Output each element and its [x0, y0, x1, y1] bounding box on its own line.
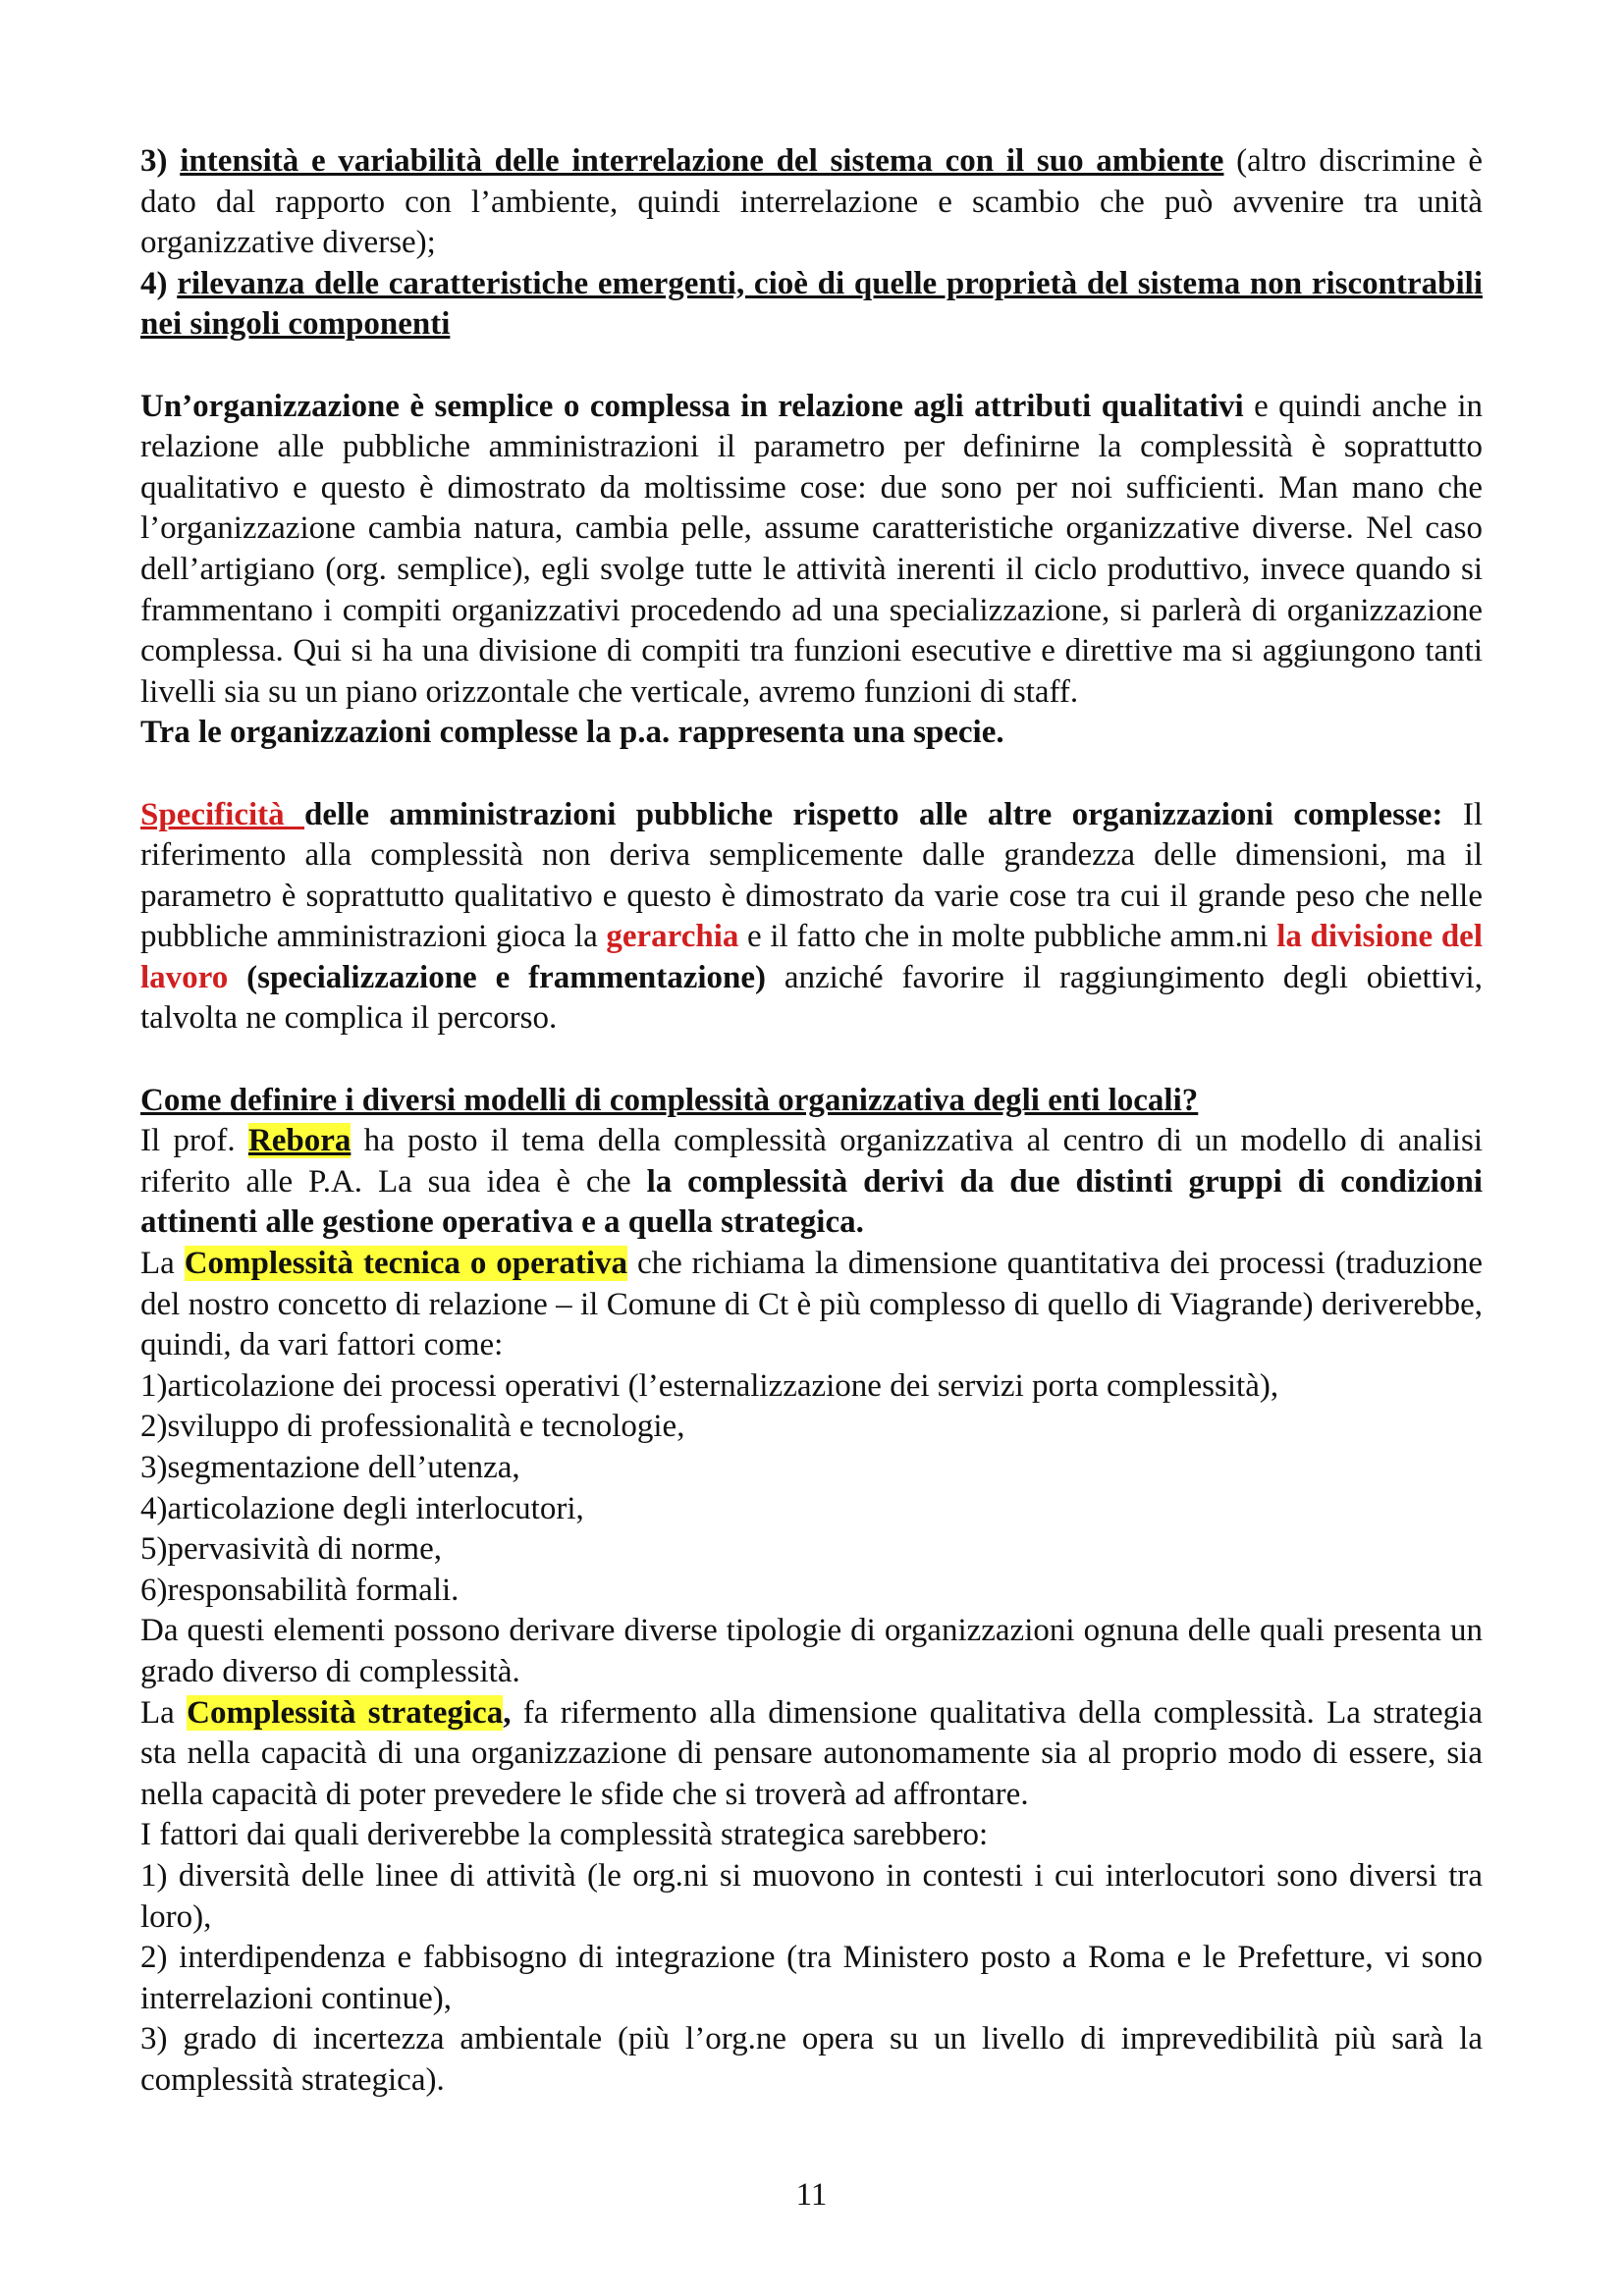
paragraph-point-4 — [140, 264, 1483, 346]
strategica-la: La — [140, 1694, 188, 1731]
paragraph-fattori: I fattori dai quali deriverebbe la complessità strategica sarebbero: — [140, 1817, 989, 1853]
organizzazione-lead: Un’organizzazione è semplice o complessa in relazione agli attributi qualitativi — [140, 388, 1244, 424]
list-item-operativo: 2)sviluppo di professionalità e tecnologie, — [140, 1409, 685, 1445]
rebora-name: Rebora — [247, 1123, 352, 1159]
list-item-operativo: 3)segmentazione dell’utenza, — [140, 1450, 520, 1485]
pa-specie-text: Tra le organizzazioni complesse la p.a. rappresenta una specie. — [140, 715, 1004, 751]
specificita-heading: delle amministrazioni pubbliche rispetto alle altre organizzazioni complesse: — [304, 796, 1443, 832]
tecnica-text: che richiama la dimensione quantitativa dei processi (traduzione del nostro concetto di relazione – il Comune di Ct è più complesso di quello di Viagrande) deriverebbe, quindi, da vari fattori come: — [140, 1246, 1483, 1363]
point-3-text: (altro discrimine è dato dal rapporto con l’ambiente, quindi interrelazione e scambio che può avvenire tra unità organizzative diverse); — [140, 143, 1483, 261]
specificita-keyword: Specificità — [140, 796, 305, 832]
point-3-number: 3) — [140, 143, 168, 179]
strategica-comma: , — [503, 1694, 512, 1731]
paragraph-specificita — [140, 795, 1483, 1041]
complessita-strategica-term: Complessità strategica — [187, 1694, 504, 1731]
list-item-strategico: 2) interdipendenza e fabbisogno di integrazione (tra Ministero posto a Roma e le Prefetture, vi sono interrelazioni continue), — [140, 1940, 1483, 2016]
modelli-heading: Come definire i diversi modelli di complessità organizzativa degli enti locali? — [140, 1082, 1199, 1118]
list-item-operativo: 6)responsabilità formali. — [140, 1572, 460, 1608]
specificita-text-2: e il fatto che in molte pubbliche amm.ni — [738, 919, 1277, 955]
tecnica-la: La — [140, 1246, 185, 1282]
paragraph-organizzazione — [140, 387, 1483, 714]
divisione-lavoro-term: la divisione del lavoro — [140, 919, 1483, 995]
paragraph-complessita-strategica — [140, 1693, 1483, 1816]
list-item-operativo: 5)pervasività di norme, — [140, 1531, 442, 1568]
gerarchia-term: gerarchia — [606, 919, 739, 955]
blank-line — [140, 1040, 1483, 1081]
point-4-number: 4) — [140, 265, 168, 301]
blank-line — [140, 754, 1483, 795]
specificita-text-3: anziché favorire il raggiungimento degli obiettivi, talvolta ne complica il percorso. — [140, 959, 1483, 1037]
list-item-operativo: 1)articolazione dei processi operativi (l’esternalizzazione dei servizi porta complessità), — [140, 1367, 1279, 1404]
organizzazione-text: e quindi anche in relazione alle pubbliche amministrazioni il parametro per definirne la complessità è soprattutto qualitativo e questo è dimostrato da moltissime cose: due sono per noi sufficienti. Man mano che l’organizzazione cambia natura, cambia pelle, assume caratteristiche organizzative diverse. Nel caso dell’artigiano (org. semplice), egli svolge tutte le attività inerenti il ciclo produttivo, invece quando si frammentano i compiti organizzativi procedendo ad una specializzazione, si parlerà di organizzazione complessa. Qui si ha una divisione di compiti tra funzioni esecutive e direttive ma si aggiungono tanti livelli sia su un piano orizzontale che verticale, avremo funzioni di staff. — [140, 388, 1484, 710]
complessita-tecnica-term: Complessità tecnica o operativa — [184, 1246, 628, 1282]
point-3-title: intensità e variabilità delle interrelazione del sistema con il suo ambiente — [180, 143, 1224, 179]
paragraph-tipologie: Da questi elementi possono derivare diverse tipologie di organizzazioni ognuna delle quali presenta un grado diverso di complessità. — [140, 1613, 1483, 1689]
rebora-bold-text: la complessità derivi da due distinti gruppi di condizioni attinenti alle gestione operativa e a quella strategica. — [140, 1163, 1483, 1241]
rebora-text-1: Il prof. — [140, 1123, 248, 1159]
blank-line — [140, 346, 1483, 387]
paragraph-pa-specie — [140, 713, 1483, 754]
list-item-strategico: 1) diversità delle linee di attività (le org.ni si muovono in contesti i cui interlocutori sono diversi tra loro), — [140, 1857, 1483, 1935]
strategica-text: fa rifermento alla dimensione qualitativa della complessità. La strategia sta nella capacità di una organizzazione di pensare autonomamente sia al proprio modo di essere, sia nella capacità di poter prevedere le sfide che si troverà ad affrontare. — [140, 1694, 1483, 1812]
rebora-text-2: ha posto il tema della complessità organizzativa al centro di un modello di analisi riferito alle P.A. La sua idea è che — [140, 1123, 1483, 1200]
page-number: 11 — [795, 2177, 828, 2213]
specializzazione-term: (specializzazione e frammentazione) — [228, 959, 767, 995]
paragraph-complessita-tecnica — [140, 1244, 1483, 1366]
list-item-operativo: 4)articolazione degli interlocutori, — [140, 1490, 584, 1526]
specificita-text-1: Il riferimento alla complessità non deriva semplicemente dalle grandezza delle dimensioni, ma il parametro è soprattutto qualitativo e questo è dimostrato da varie cose tra cui il grande peso che nelle pubbliche amministrazioni gioca la — [140, 796, 1484, 955]
point-4-title: rilevanza delle caratteristiche emergenti, cioè di quelle proprietà del sistema non riscontrabili nei singoli componenti — [140, 265, 1483, 343]
paragraph-point-3 — [140, 141, 1483, 264]
page-body — [140, 141, 1483, 2102]
list-item-strategico: 3) grado di incertezza ambientale (più l’org.ne opera su un livello di imprevedibilità più sarà la complessità strategica). — [140, 2021, 1483, 2098]
paragraph-rebora — [140, 1081, 1483, 1244]
